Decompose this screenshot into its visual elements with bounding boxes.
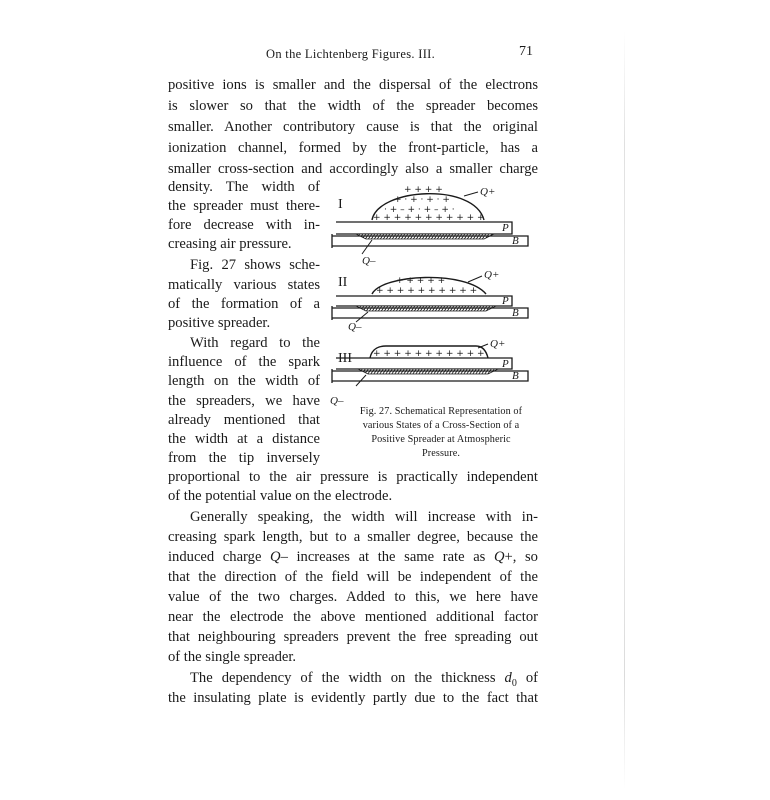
text-line: density. The width of: [168, 179, 320, 195]
text-line: the width at a distance: [168, 431, 320, 447]
text-line: proportional to the air pressure is practically independent: [168, 469, 538, 485]
text-line: length on the width of: [168, 373, 320, 389]
insulating-plate: [336, 296, 512, 306]
text-line: the insulating plate is evidently partly due to the fact that: [168, 690, 538, 706]
state-label-2: II: [338, 275, 348, 290]
text-line: fore decrease with in-: [168, 217, 320, 233]
insulating-plate: [336, 222, 512, 234]
base-label: B: [512, 370, 519, 382]
text-line: ionization channel, formed by the front-particle, has a: [168, 140, 538, 156]
text-line: smaller. Another contributory cause is that the original: [168, 119, 538, 135]
text-fragment: – increases at the same rate as: [280, 549, 494, 565]
q-minus-label: Q–: [330, 395, 344, 407]
q-plus-label: Q+: [484, 269, 500, 281]
q-plus-label: Q+: [480, 186, 496, 198]
q-minus-label: Q–: [362, 255, 376, 267]
text-line: of the formation of a: [168, 296, 320, 312]
text-line: creasing air pressure.: [168, 236, 292, 252]
text-line: of the single spreader.: [168, 649, 297, 665]
text-line: already mentioned that: [168, 412, 320, 428]
text-line: the spreaders, we have: [168, 393, 320, 409]
q-minus-leader: [362, 240, 372, 254]
charge-symbol-q-minus: Q: [270, 549, 281, 565]
text-line: smaller cross-section and accordingly also a smaller charge: [168, 161, 538, 177]
q-plus-leader: [468, 276, 482, 282]
thickness-subscript: 0: [511, 677, 517, 689]
charge-row: + + + +: [404, 185, 443, 195]
text-fragment: of: [516, 670, 539, 686]
running-head: On the Lichtenberg Figures. III.: [266, 47, 436, 61]
text-line: creasing spark length, but to a smaller degree, because the: [168, 529, 538, 545]
text-line: that neighbouring spreaders prevent the free spreading out: [168, 629, 538, 645]
plate-label: P: [502, 295, 509, 307]
charge-row: + + + + + + + + + +: [376, 286, 478, 296]
text-line: that the direction of the field will be independent of the: [168, 569, 538, 585]
text-line: matically various states: [168, 277, 320, 293]
charge-row: + · + · + · +: [394, 195, 450, 205]
plate-label: P: [502, 222, 509, 234]
text-line: the spreader must there-: [168, 198, 320, 214]
scan-edge-shadow: [624, 30, 625, 790]
text-line: Fig. 27 shows sche-: [190, 257, 320, 273]
text-line: is slower so that the width of the spreader becomes: [168, 98, 538, 114]
q-plus-label: Q+: [490, 338, 506, 350]
charge-row: + + + + + + + + + + +: [373, 349, 485, 359]
text-fragment: The dependency of the width on the thickness: [190, 670, 505, 686]
text-line: from the tip inversely: [168, 450, 320, 466]
state-2: [332, 269, 528, 333]
spreader-diagram: [326, 178, 546, 418]
state-3: [330, 338, 528, 407]
state-label-3: III: [338, 351, 352, 366]
state-label-1: I: [338, 197, 343, 212]
caption-line: Positive Spreader at Atmospheric: [371, 434, 511, 445]
charge-row: + + + + +: [396, 276, 446, 286]
text-line: of the potential value on the electrode.: [168, 488, 393, 504]
caption-line: Fig. 27. Schematical Representation of: [359, 406, 523, 417]
text-line: [168, 548, 538, 567]
text-line: influence of the spark: [168, 354, 320, 370]
plate-label: P: [502, 358, 509, 370]
text-line: Generally speaking, the width will increase with in-: [190, 509, 538, 525]
text-fragment: induced charge: [168, 549, 271, 565]
text-line: near the electrode the above mentioned additional factor: [168, 609, 538, 625]
charge-symbol-q-plus: Q: [493, 549, 505, 565]
q-plus-leader: [464, 192, 478, 196]
page-number: 71: [519, 44, 533, 59]
base-label: B: [512, 235, 519, 247]
insulating-plate: [336, 358, 512, 369]
base-label: B: [512, 307, 519, 319]
text-line: value of the two charges. Added to this, we here have: [168, 589, 538, 605]
text-fragment: +, so: [504, 549, 538, 565]
text-line: With regard to the: [190, 335, 320, 351]
caption-line: various States of a Cross-Section of a: [362, 420, 520, 431]
q-minus-label: Q–: [348, 321, 362, 333]
text-line: positive spreader.: [168, 315, 271, 331]
text-line: positive ions is smaller and the dispersal of the electrons: [168, 77, 538, 93]
figure-27: [326, 178, 546, 418]
charge-row: · + – + · + – + ·: [384, 205, 455, 215]
caption-line: Pressure.: [422, 448, 460, 459]
state-1: [332, 185, 528, 267]
charge-row: + + + + + + + + + + +: [373, 213, 485, 223]
figure-caption: [335, 405, 547, 461]
thickness-symbol: d: [504, 670, 512, 686]
